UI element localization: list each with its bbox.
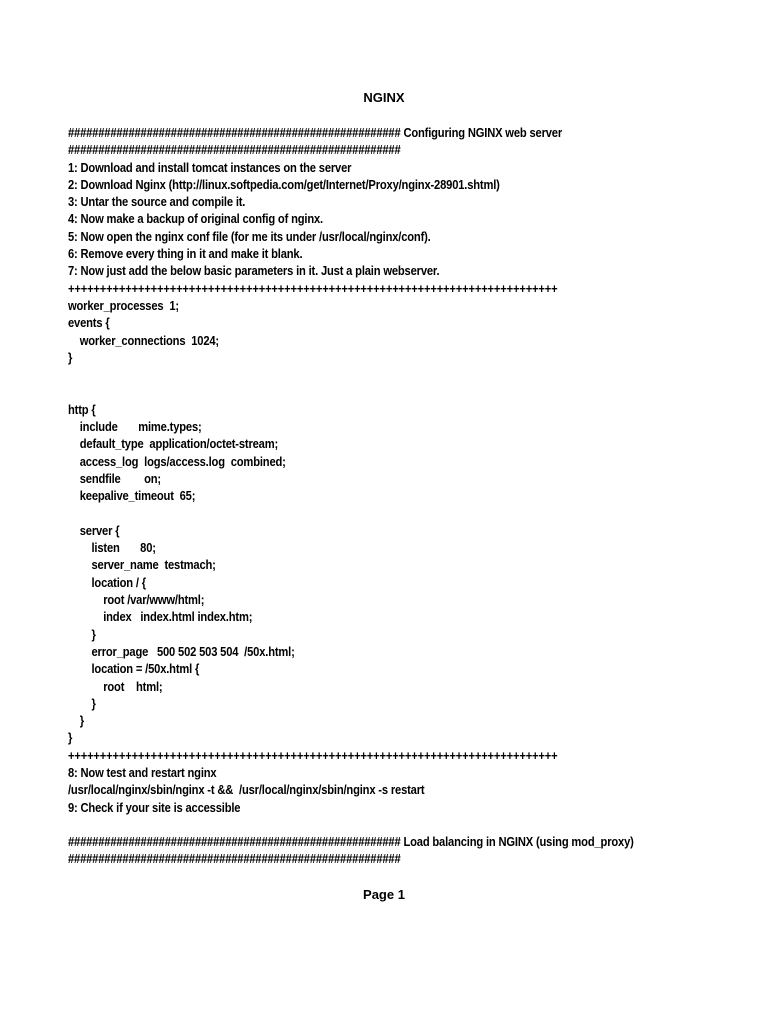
blank-line — [68, 505, 661, 522]
code-line: error_page 500 502 503 504 /50x.html; — [68, 643, 295, 659]
text-line: 8: Now test and restart nginx — [68, 764, 217, 780]
code-line: server_name testmach; — [68, 557, 216, 573]
code-line: access_log logs/access.log combined; — [68, 453, 286, 469]
page-title: NGINX — [363, 90, 405, 105]
text-line: ####################################################### — [68, 142, 401, 158]
section-heading-line: ####################################################### Load balancing in NGINX (using mod_proxy) — [68, 834, 634, 850]
code-line: root /var/www/html; — [68, 592, 205, 608]
blank-line — [68, 366, 661, 383]
separator-line: ####################################################### — [68, 851, 401, 867]
code-line: server { — [68, 522, 120, 538]
blank-line — [68, 816, 661, 833]
text-line: 1: Download and install tomcat instances on the server — [68, 159, 352, 175]
code-line: worker_connections 1024; — [68, 332, 219, 348]
code-line: } — [68, 626, 96, 642]
document-body — [68, 124, 758, 868]
separator-line: +++++++++++++++++++++++++++++++++++++++++++++++++++++++++++++++++++++++++++++ — [68, 747, 558, 763]
code-line: root html; — [68, 678, 163, 694]
code-line: } — [68, 695, 96, 711]
code-line: location = /50x.html { — [68, 661, 200, 677]
code-line: include mime.types; — [68, 419, 202, 435]
code-line: } — [68, 730, 73, 746]
code-line: events { — [68, 315, 110, 331]
text-line: /usr/local/nginx/sbin/nginx -t && /usr/local/nginx/sbin/nginx -s restart — [68, 782, 425, 798]
code-line: worker_processes 1; — [68, 297, 179, 313]
text-line: 4: Now make a backup of original config of nginx. — [68, 211, 323, 227]
code-line: } — [68, 713, 84, 729]
code-line: } — [68, 349, 73, 365]
separator-line: +++++++++++++++++++++++++++++++++++++++++++++++++++++++++++++++++++++++++++++ — [68, 280, 558, 296]
text-line: 6: Remove every thing in it and make it blank. — [68, 246, 303, 262]
code-line: default_type application/octet-stream; — [68, 436, 279, 452]
code-line: keepalive_timeout 65; — [68, 488, 196, 504]
page-number: Page 1 — [363, 887, 405, 902]
code-line: listen 80; — [68, 540, 156, 556]
code-line: index index.html index.htm; — [68, 609, 253, 625]
text-line: 3: Untar the source and compile it. — [68, 194, 246, 210]
code-line: http { — [68, 401, 96, 417]
blank-line — [68, 383, 661, 400]
text-line: 7: Now just add the below basic parameters in it. Just a plain webserver. — [68, 263, 440, 279]
code-line: location / { — [68, 574, 146, 590]
code-line: sendfile on; — [68, 470, 161, 486]
text-line: 2: Download Nginx (http://linux.softpedia.com/get/Internet/Proxy/nginx-28901.shtml) — [68, 176, 500, 192]
text-line: 5: Now open the nginx conf file (for me its under /usr/local/nginx/conf). — [68, 228, 431, 244]
text-line: 9: Check if your site is accessible — [68, 799, 241, 815]
text-line: ####################################################### Configuring NGINX web server — [68, 125, 563, 140]
